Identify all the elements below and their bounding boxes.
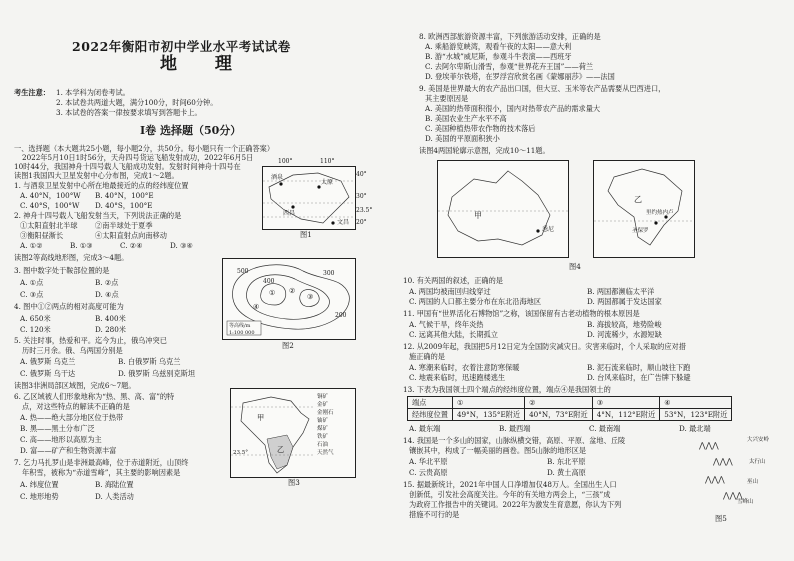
table-row-label: 经纬度位置 (408, 409, 453, 421)
option: B. 美国农业生产水平不高 (425, 114, 507, 123)
legend-item: 煤矿 (317, 426, 329, 432)
option: D. 河流稀少，水源短缺 (587, 330, 662, 339)
mountain-label: 大兴安岭 (747, 437, 770, 443)
notice-3: 3. 本试卷的答案一律按要求填写到答题卡上。 (56, 108, 202, 117)
exam-title: 2022年衡阳市初中学业水平考试试卷 (72, 39, 291, 54)
legend-item: 铜矿 (317, 394, 329, 400)
option: B. 400米 (95, 314, 126, 323)
question-stem: 措施不可行的是 (409, 510, 460, 519)
option: D. 280米 (95, 325, 126, 334)
option: A. 乘船游览峡湾，观看午夜的太阳——意大利 (425, 42, 572, 51)
legend-item: 铀矿 (317, 418, 329, 424)
question-stem: 6. 乙区域被人们形象地称为“热、黑、高、富”的特 (14, 392, 175, 401)
option: A. 650米 (20, 314, 51, 323)
lon-label: 110° (320, 158, 335, 165)
option: A. 两国均被南回归线穿过 (409, 287, 491, 296)
option: ③衡阳昼渐长 (20, 231, 64, 240)
option: C. ③点 (20, 290, 44, 299)
option: A. 美国的热带面积很小，国内对热带农产品的需求量大 (425, 104, 601, 113)
option: ④太阳直射点向南移动 (95, 231, 167, 240)
option: ①太阳直射北半球 (20, 221, 78, 230)
question-stem: 施正确的是 (409, 352, 445, 361)
region-label: 乙 (277, 445, 285, 454)
option: B. 泥石流来临时，顺山坡往下跑 (587, 363, 691, 372)
figure-1-caption: 图1 (300, 230, 312, 239)
option: C. 最南端 (589, 424, 621, 433)
brazil-outline-icon (594, 161, 694, 257)
question-stem: 其主要原因是 (425, 94, 469, 103)
svg-text:⋀⋀⋀: ⋀⋀⋀ (713, 457, 733, 466)
question-stem: 13. 下表为我国领土四个端点的经纬度位置，端点④是我国领土的 (403, 385, 611, 394)
option: C. 俄罗斯 乌干达 (20, 369, 76, 378)
instruction-line: 10时44分，我国神舟十四号载人飞船成功发射。发射时间神舟十四号在 (14, 162, 241, 171)
lat-label: 20° (356, 219, 367, 226)
notice-1: 1. 本学科为闭卷考试。 (56, 88, 130, 97)
table-header-cell: ① (452, 397, 524, 409)
option: B. 最西端 (499, 424, 531, 433)
region-label: 甲 (257, 413, 265, 422)
place-label: 酒泉 (271, 174, 284, 181)
city-label: 圣保罗 (632, 228, 649, 234)
point-label: ④ (253, 303, 260, 311)
option: C. 120米 (20, 325, 51, 334)
question-stem: 14. 我国是一个多山的国家，山脉纵横交错，高原、平原、盆地、丘陵 (403, 436, 626, 445)
contour-value: 400 (263, 278, 275, 285)
table-cell: 4°N，112°E附近 (592, 409, 660, 421)
table-header-cell: 端点 (408, 397, 453, 409)
question-stem: 镶嵌其中，构成了一幅美丽的画卷。图5山脉的地形区是 (409, 446, 587, 455)
legend-item: 铁矿 (317, 434, 329, 440)
option: D. 俄罗斯 乌兹别克斯坦 (118, 369, 196, 378)
figure-5-mountain-icon (695, 436, 765, 512)
question-stem: 12. 从2009年起，我国把5月12日定为全国防灾减灾日。灾害来临时，个人采取的应对措 (403, 342, 686, 351)
option: A. 寒潮来临时，衣着注意防寒保暖 (409, 363, 520, 372)
place-label: 文昌 (337, 219, 350, 226)
question-stem: 创新低，引发社会高度关注。今年的有关地方两会上，“三孩”成 (409, 490, 611, 499)
table-header-cell: ④ (660, 397, 732, 409)
option: C. 高——地形以高原为主 (20, 435, 102, 444)
option: C. 地形地势 (20, 492, 59, 501)
figure-3-caption: 图3 (288, 478, 300, 487)
option: D. 两国都属于发达国家 (587, 297, 662, 306)
question-stem: 10. 有关两国的叙述，正确的是 (403, 276, 503, 285)
option: A. ①点 (20, 278, 44, 287)
question-stem: 8. 欧洲西部旅游资源丰富，下列旅游活动安排，正确的是 (419, 32, 601, 41)
option: A. 俄罗斯 乌克兰 (20, 357, 76, 366)
option: B. 黑——黑土分布广泛 (20, 424, 95, 433)
figure-4-country-a (437, 160, 569, 258)
subject-title: 地 理 (160, 54, 248, 74)
option: A. 华北平原 (409, 457, 448, 466)
answer: D. ③④ (170, 241, 193, 250)
section-title: Ⅰ卷 选择题（50分） (140, 124, 242, 137)
option: B. 海陆位置 (95, 480, 134, 489)
notice-label: 考生注意： (14, 88, 50, 97)
option: C. 云贵高原 (409, 468, 448, 477)
question-stem: 11. 甲国有“世界活化石博物馆”之称，该国保留有古老动植物的根本原因是 (403, 309, 640, 318)
option: D. 富——矿产和生物资源丰富 (20, 446, 117, 455)
option: D. 人类活动 (95, 492, 134, 501)
instruction-line: 一、选择题（本大题共25小题，每小题2分，共50分。每小题只有一个正确答案） (14, 144, 275, 153)
figure-4-country-b (593, 160, 695, 258)
legend-item: 金矿 (317, 402, 329, 408)
option: A. 热——绝大部分地区位于热带 (20, 413, 124, 422)
contour-value: 500 (237, 268, 249, 275)
endpoint-table (407, 396, 732, 421)
legend-item: 石油 (317, 442, 329, 448)
table-cell: 40°N，73°E附近 (525, 409, 593, 421)
answer: C. ②④ (120, 241, 143, 250)
contour-value: 200 (335, 312, 347, 319)
option: D. 台风来临时，在广告牌下躲避 (587, 373, 691, 382)
contour-value: 300 (323, 270, 335, 277)
table-cell: 49°N，135°E附近 (452, 409, 524, 421)
instruction-line: 读图1我国四大卫星发射中心分布图，完成1～2题。 (14, 171, 179, 180)
option: B. 两国都濒临太平洋 (587, 287, 655, 296)
point-label: ③ (307, 293, 314, 301)
svg-text:⋀⋀⋀: ⋀⋀⋀ (705, 475, 725, 484)
option: D. 40°S，100°E (95, 201, 153, 210)
figure-2-contour-map (222, 258, 356, 340)
svg-text:⋀⋀⋀: ⋀⋀⋀ (699, 441, 719, 450)
figure-2-caption: 图2 (282, 341, 294, 350)
right-column (397, 0, 794, 561)
question-stem: 1. 与酒泉卫星发射中心所在地最接近的点的经纬度位置 (14, 181, 189, 190)
lat-label: 23.5° (356, 207, 373, 214)
mountain-label: 太行山 (749, 459, 766, 465)
question-stem: 5. 关注时事，热爱和平。迄今为止，俄乌冲突已 (14, 336, 167, 345)
place-label: 太原 (321, 179, 334, 186)
question-stem: 3. 图中数字处于鞍部位置的是 (14, 266, 110, 275)
figure-5-caption: 图5 (715, 514, 727, 523)
option: B. ②点 (95, 278, 119, 287)
legend-label: 等高线/m (229, 323, 251, 329)
option: D. 美国的平原面积狭小 (425, 134, 500, 143)
option: B. 东北平原 (547, 457, 586, 466)
option: D. 黄土高原 (547, 468, 586, 477)
city-label: 里约热内卢 (646, 210, 674, 216)
question-stem: 4. 图中①②两点的相对高度可能为 (14, 302, 124, 311)
option: B. 海拔较高，地势险峻 (587, 320, 662, 329)
option: D. ④点 (95, 290, 119, 299)
point-label: ② (289, 287, 296, 295)
option: C. 远离其他大陆，长期孤立 (409, 330, 498, 339)
option: C. 两国的人口都主要分布在东北沿海地区 (409, 297, 542, 306)
option: A. 最东端 (409, 424, 441, 433)
mountain-label: 巫山 (747, 479, 759, 485)
option: B. 白俄罗斯 乌克兰 (118, 357, 181, 366)
question-stem: 2. 神舟十四号载人飞船发射当天，下列说法正确的是 (14, 211, 182, 220)
figure-3-africa-map (230, 388, 356, 478)
question-stem: 年积雪，被称为“赤道雪峰”，其主要的影响因素是 (22, 468, 181, 477)
lon-label: 100° (278, 158, 293, 165)
legend-item: 天然气 (317, 450, 334, 456)
lat-label: 23.5° (233, 450, 248, 456)
instruction-line: 2022年5月10日1时56分，天舟四号货运飞船发射成功，2022年6月5日 (22, 153, 254, 162)
question-stem: 为政府工作报告中的关键词。2022年为激发生育意愿，你认为下列 (409, 500, 622, 509)
country-label: 甲 (474, 211, 482, 220)
question-stem: 点，对这些特点的解读不正确的是 (22, 402, 130, 411)
australia-outline-icon (438, 161, 568, 257)
africa-outline-icon (231, 389, 355, 477)
option: B. 游“水城”威尼斯，参观斗牛表演——西班牙 (425, 52, 572, 61)
question-stem: 15. 据最新统计，2021年中国人口净增加仅48万人。全国出生人口 (403, 480, 617, 489)
legend-item: 金刚石 (317, 410, 334, 416)
lat-label: 40° (356, 171, 367, 178)
question-stem: 9. 美国是世界最大的农产品出口国，但大豆、玉米等农产品需要从巴西进口， (419, 84, 666, 93)
option: ②南半球处于夏季 (95, 221, 153, 230)
figure-1-map (262, 166, 356, 230)
option: C. 40°S，100°W (20, 201, 80, 210)
option: A. 40°N，100°W (20, 191, 81, 200)
question-stem: 7. 乞力马扎罗山是非洲最高峰，位于赤道附近，山顶终 (14, 458, 189, 467)
option: D. 最北端 (679, 424, 711, 433)
figure-4-caption: 图4 (569, 262, 581, 271)
notice-2: 2. 本试卷共两道大题，满分100分，时间60分钟。 (56, 98, 218, 107)
place-label: 西昌 (283, 210, 296, 217)
group-intro: 读图2等高线地形图，完成3～4题。 (14, 253, 129, 262)
mountain-label: 雪峰山 (737, 499, 754, 505)
table-header-cell: ② (525, 397, 593, 409)
option: A. 气候干旱，终年炎热 (409, 320, 484, 329)
question-stem: 历时三月余。俄、乌两国分别是 (22, 346, 123, 355)
city-label: 悉尼 (542, 226, 555, 233)
option: C. 地震来临时，迅速跑楼逃生 (409, 373, 506, 382)
answer: A. ①② (20, 241, 43, 250)
table-header-cell: ③ (592, 397, 660, 409)
option: D. 登埃菲尔铁塔，在罗浮宫欣赏名画《蒙娜丽莎》——法国 (425, 72, 615, 81)
point-label: ① (269, 289, 276, 297)
option: A. 纬度位置 (20, 480, 59, 489)
answer: B. ①③ (70, 241, 93, 250)
country-label: 乙 (634, 195, 642, 204)
table-cell: 53°N，123°E附近 (660, 409, 732, 421)
scale-label: 1:100 000 (229, 330, 255, 336)
svg-text:⋀⋀⋀: ⋀⋀⋀ (723, 491, 743, 500)
option: C. 去阿尔卑斯山滑雪，参观“世界花卉王国”——荷兰 (425, 62, 594, 71)
group-intro: 读图4两国轮廓示意图，完成10～11题。 (419, 146, 550, 155)
option: B. 40°N，100°E (95, 191, 154, 200)
group-intro: 读图3非洲局部区域图，完成6～7题。 (14, 381, 136, 390)
option: C. 美国种植热带农作物的技术落后 (425, 124, 536, 133)
lat-label: 30° (356, 193, 367, 200)
